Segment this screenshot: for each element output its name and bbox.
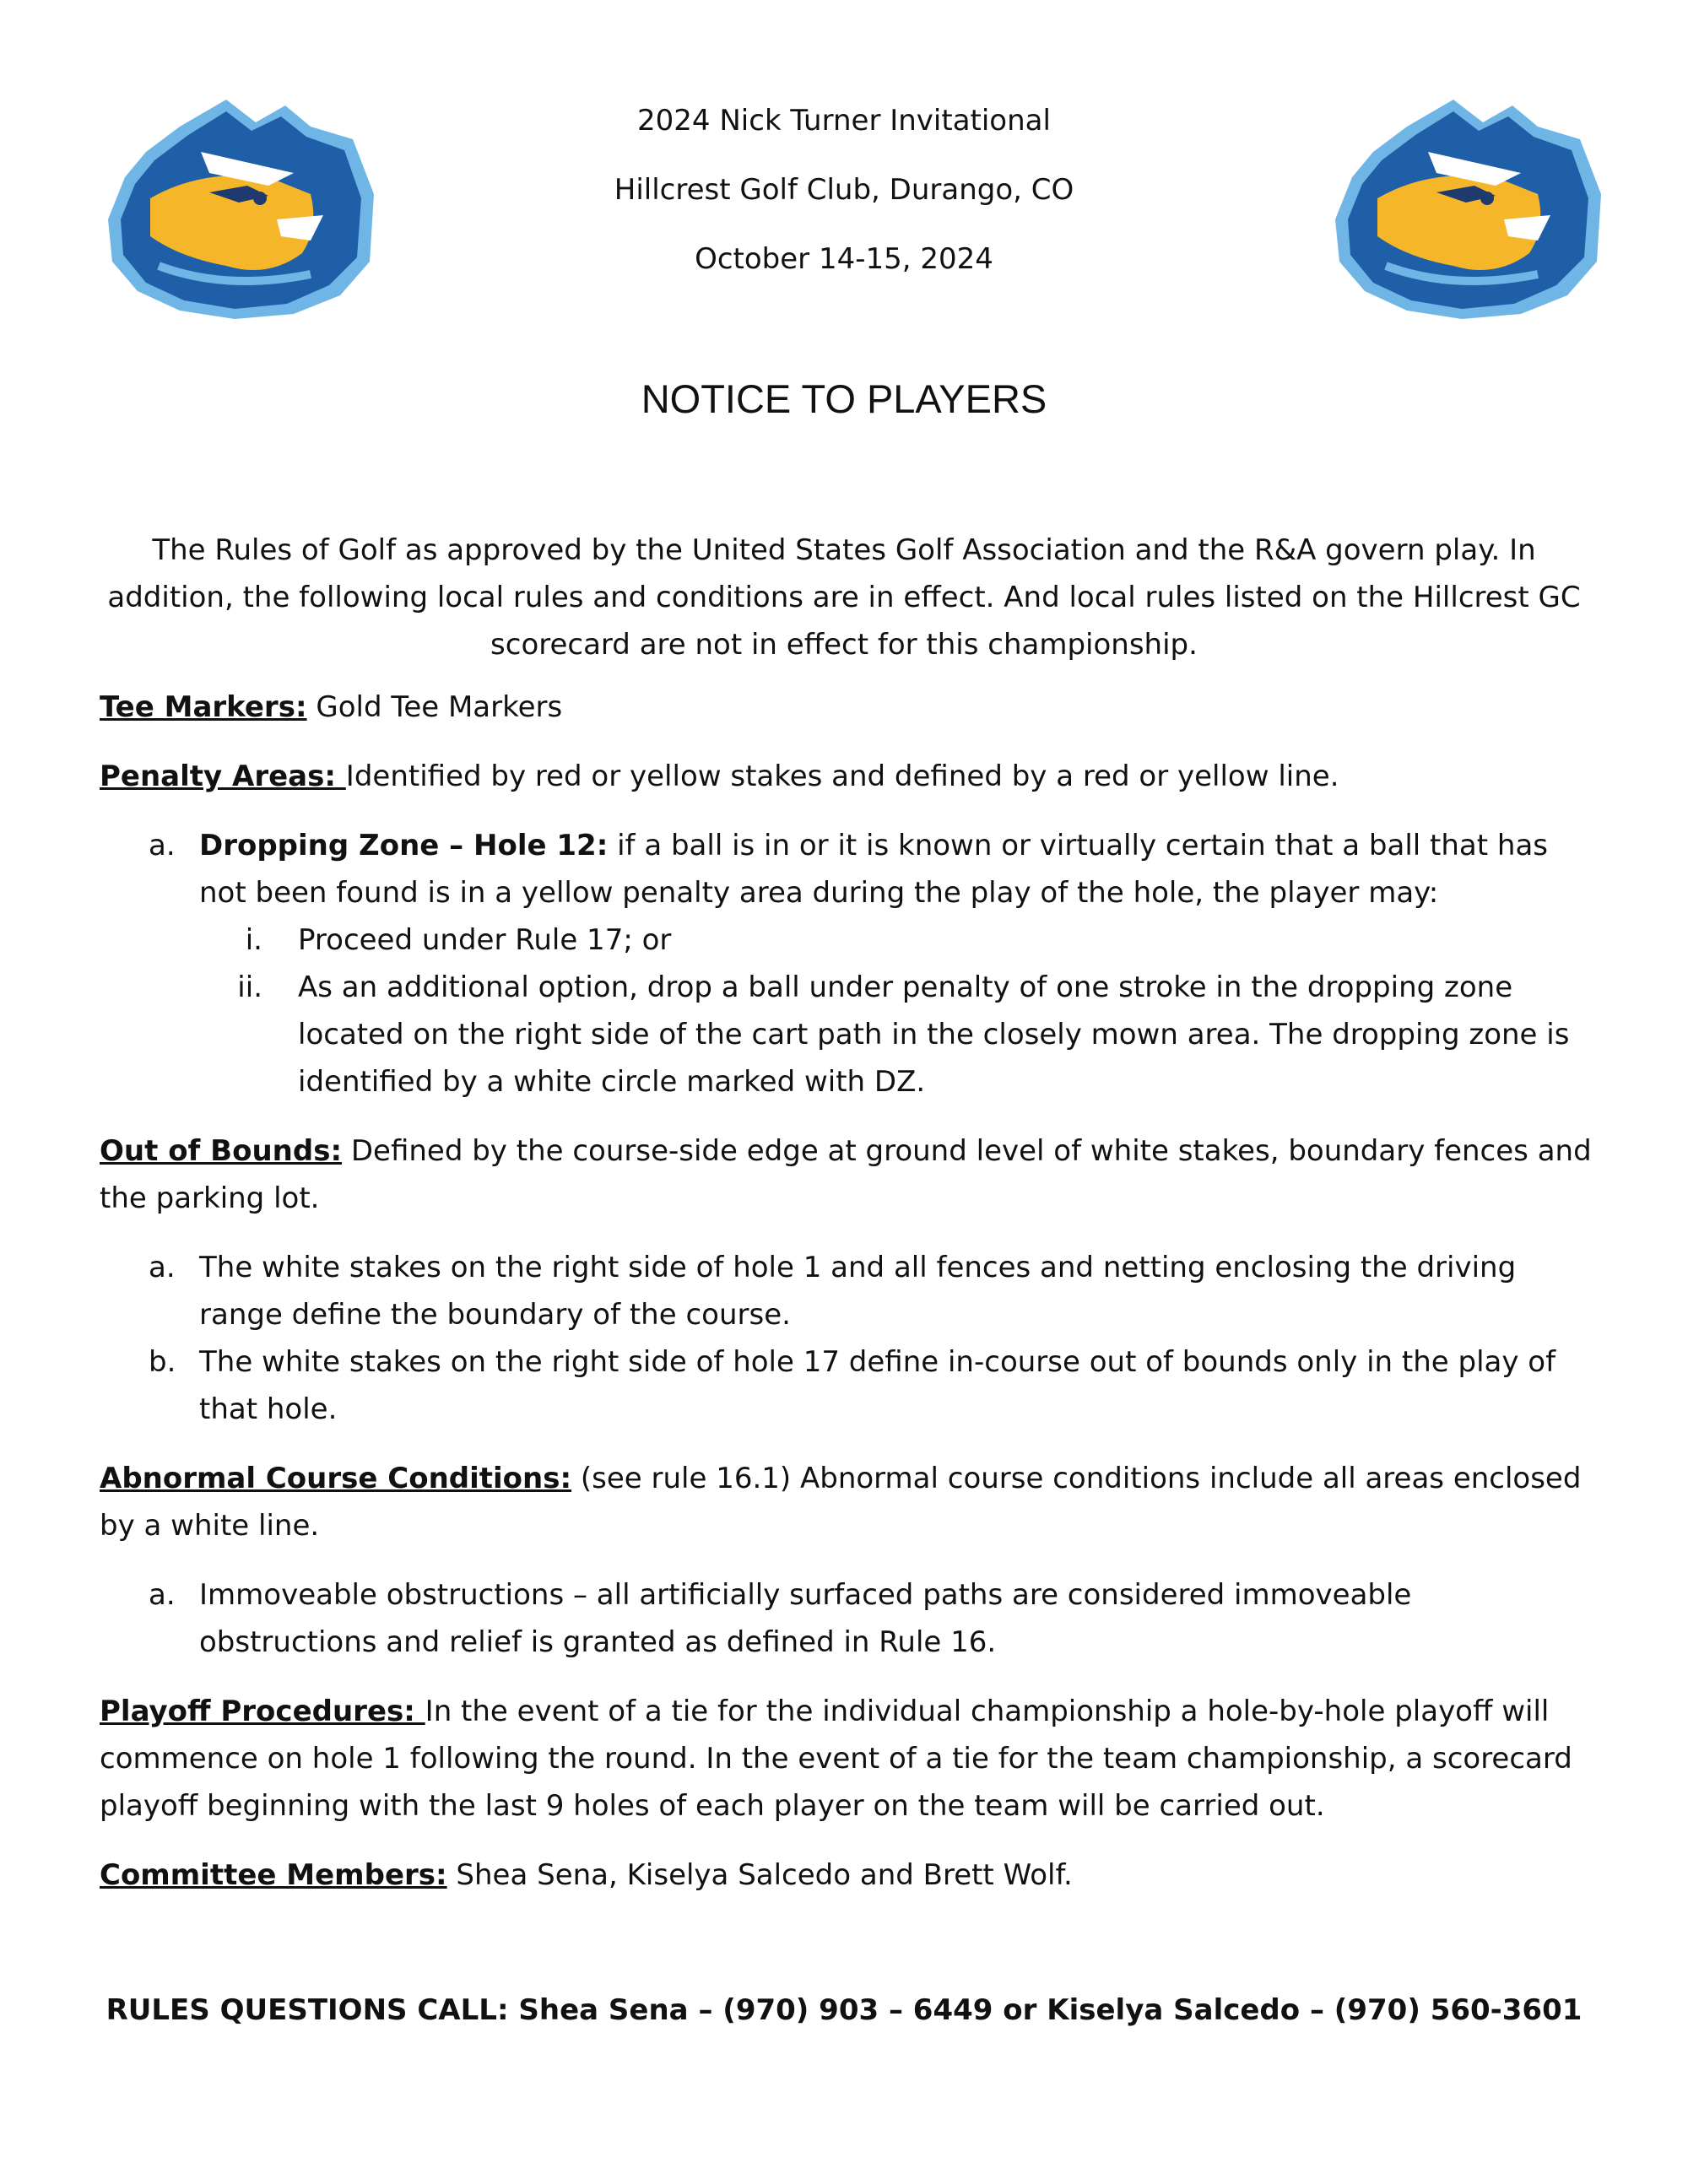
out-of-bounds-label: Out of Bounds:: [100, 1134, 343, 1168]
list-item: [199, 916, 1598, 964]
penalty-areas-list: [100, 822, 1598, 1106]
abnormal-conditions-text: (see rule 16.1) Abnormal course conditions include all areas enclosed by a white line.: [100, 1462, 1582, 1543]
abnormal-conditions-section: [100, 1455, 1598, 1549]
committee-text: Shea Sena, Kiselya Salcedo and Brett Wolf.: [446, 1858, 1073, 1892]
playoff-label: Playoff Procedures:: [100, 1695, 425, 1728]
rules-content: [100, 684, 1598, 1921]
tee-markers-label: Tee Markers:: [100, 690, 307, 724]
list-marker: a.: [149, 829, 176, 862]
playoff-section: [100, 1688, 1598, 1830]
tee-markers-section: [100, 684, 1598, 731]
abnormal-conditions-label: Abnormal Course Conditions:: [100, 1462, 572, 1495]
event-name: 2024 Nick Turner Invitational: [637, 104, 1051, 138]
dropping-zone-label: Dropping Zone – Hole 12:: [199, 829, 609, 862]
tee-markers-text: Gold Tee Markers: [306, 690, 563, 724]
playoff-text: In the event of a tie for the individual championship a hole-by-hole playoff will commence on hole 1 following the round. In the event of a tie for the team championship, a scorecard playoff beginning with the last 9 holes of each player on the team will be carried out.: [100, 1695, 1572, 1823]
list-item-text: Immoveable obstructions – all artificially surfaced paths are considered immoveable obstructions and relief is granted as defined in Rule 16.: [199, 1578, 1412, 1659]
out-of-bounds-text: Defined by the course-side edge at ground level of white stakes, boundary fences and the parking lot.: [100, 1134, 1592, 1215]
list-marker: a.: [149, 1251, 176, 1284]
list-item: [100, 1338, 1598, 1433]
list-marker: i.: [245, 923, 262, 957]
list-item: [199, 964, 1598, 1106]
committee-section: [100, 1852, 1598, 1899]
out-of-bounds-section: [100, 1127, 1598, 1222]
intro-paragraph: The Rules of Golf as approved by the United States Golf Association and the R&A govern play. In addition, the following local rules and conditions are in effect. And local rules listed on the Hillcrest GC scorecard are not in effect for this championship.: [107, 533, 1581, 662]
event-dates: October 14-15, 2024: [695, 242, 993, 276]
list-item-text: The white stakes on the right side of hole 17 define in-course out of bounds only in the play of that hole.: [199, 1345, 1556, 1426]
list-item-text: As an additional option, drop a ball under penalty of one stroke in the dropping zone located on the right side of the cart path in the closely mown area. The dropping zone is identified by a white circle marked with DZ.: [298, 970, 1570, 1099]
list-marker: b.: [149, 1345, 176, 1379]
list-marker: a.: [149, 1578, 176, 1612]
dropping-zone-text: if a ball is in or it is known or virtually certain that a ball that has not been found is in a yellow penalty area during the play of the hole, the player may:: [199, 829, 1548, 910]
list-item: [100, 1244, 1598, 1338]
list-item: [100, 822, 1598, 1106]
page-title: NOTICE TO PLAYERS: [641, 376, 1047, 421]
rules-contact-footer: RULES QUESTIONS CALL: Shea Sena – (970) 903 – 6449 or Kiselya Salcedo – (970) 560-3601: [106, 1993, 1582, 2027]
abnormal-conditions-list: [100, 1571, 1598, 1666]
penalty-areas-section: [100, 753, 1598, 800]
penalty-areas-text: Identified by red or yellow stakes and defined by a red or yellow line.: [345, 760, 1339, 793]
event-venue: Hillcrest Golf Club, Durango, CO: [614, 173, 1074, 207]
list-item-text: Proceed under Rule 17; or: [298, 923, 672, 957]
list-item-text: The white stakes on the right side of hole 1 and all fences and netting enclosing the driving range define the boundary of the course.: [199, 1251, 1517, 1332]
committee-label: Committee Members:: [100, 1858, 447, 1892]
penalty-areas-label: Penalty Areas:: [100, 760, 346, 793]
out-of-bounds-list: [100, 1244, 1598, 1433]
list-item: [100, 1571, 1598, 1666]
dropping-zone-options: [199, 916, 1598, 1106]
list-marker: ii.: [237, 970, 262, 1004]
event-header: [0, 100, 1688, 307]
